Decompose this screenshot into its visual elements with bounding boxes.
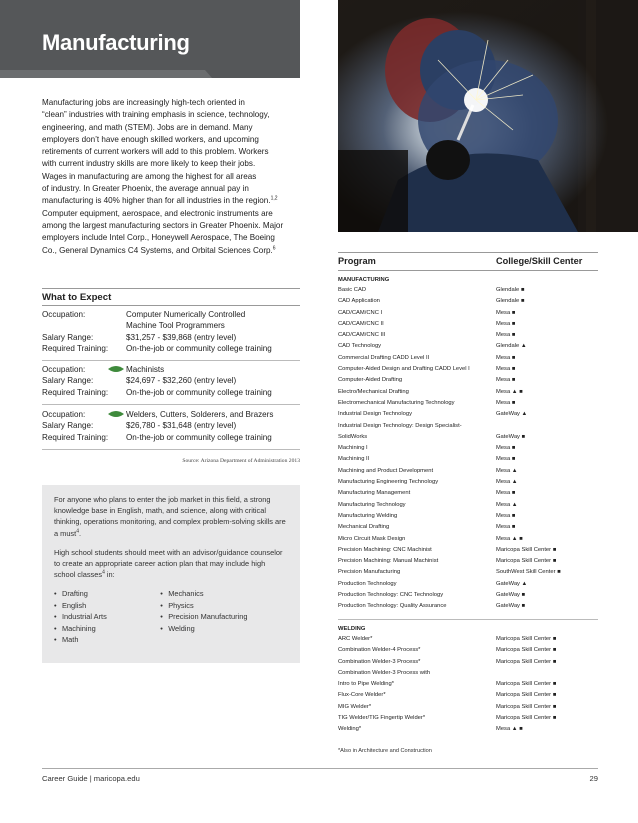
table-row bbox=[338, 534, 598, 545]
college-name: Mesa ■ bbox=[496, 456, 516, 463]
divider bbox=[338, 270, 598, 271]
divider bbox=[42, 449, 300, 450]
college-name: Mesa ▲ bbox=[496, 501, 518, 508]
job-entry-machinists bbox=[42, 364, 300, 398]
college-name: Maricopa Skill Center ■ bbox=[496, 546, 557, 553]
salary-value: $26,780 - $31,648 (entry level) bbox=[126, 421, 237, 431]
program-name: Precision Machining: Manual Machinist bbox=[338, 558, 439, 565]
table-row bbox=[338, 432, 598, 443]
program-name: Welding* bbox=[338, 726, 362, 733]
list-item: • Welding bbox=[160, 623, 288, 634]
training-value: On-the-job or community college training bbox=[126, 343, 272, 353]
program-name: Industrial Design Technology bbox=[338, 411, 413, 418]
college-name: Mesa ■ bbox=[496, 445, 516, 452]
callout-paragraph: For anyone who plans to enter the job market in this field, a strong knowledge base in English, math, and science, along with critical thinking, operations monitoring, and complex problem-solving skills are a must$^4$. bbox=[54, 495, 286, 538]
program-name: Flux-Core Welder* bbox=[338, 692, 386, 699]
program-name: TIG Welder/TIG Fingertip Welder* bbox=[338, 715, 426, 722]
table-row bbox=[338, 724, 598, 735]
list-item: • Machining bbox=[54, 623, 160, 634]
intro-line: with current industry skills are more likely to keep their jobs. bbox=[42, 159, 256, 169]
salary-value: $31,257 - $39,868 (entry level) bbox=[126, 332, 237, 342]
table-row bbox=[338, 364, 598, 375]
college-name: Maricopa Skill Center ■ bbox=[496, 658, 557, 665]
intro-line: engineering, and math (STEM). Jobs are in demand. Many bbox=[42, 122, 253, 132]
college-name: GateWay ▲ bbox=[496, 580, 528, 587]
table-row bbox=[338, 353, 598, 364]
occupation-value-cont: Machine Tool Programmers bbox=[126, 321, 225, 331]
college-name: Mesa ■ bbox=[496, 512, 516, 519]
intro-line: among the largest manufacturing sectors in Greater Phoenix. Major bbox=[42, 220, 284, 230]
table-row bbox=[338, 668, 598, 679]
section-title-manufacturing: MANUFACTURING bbox=[338, 277, 390, 283]
program-name: SolidWorks bbox=[338, 433, 368, 440]
program-name: Manufacturing Technology bbox=[338, 501, 406, 508]
salary-label: Salary Range: bbox=[42, 332, 94, 342]
college-name: Mesa ■ bbox=[496, 320, 516, 327]
table-row bbox=[338, 285, 598, 296]
column-header-program: Program bbox=[338, 256, 376, 266]
program-name: MIG Welder* bbox=[338, 703, 372, 710]
table-row bbox=[338, 522, 598, 533]
table-row bbox=[338, 409, 598, 420]
college-name: Maricopa Skill Center ■ bbox=[496, 703, 557, 710]
program-name: Combination Welder-4 Process* bbox=[338, 647, 421, 654]
table-row bbox=[338, 500, 598, 511]
section-header bbox=[0, 0, 300, 78]
table-row bbox=[338, 330, 598, 341]
table-row bbox=[338, 296, 598, 307]
college-name: Mesa ■ bbox=[496, 399, 516, 406]
college-name: Mesa ▲ ■ bbox=[496, 535, 523, 542]
page-title: Manufacturing bbox=[42, 30, 190, 55]
footer-text: Career Guide | maricopa.edu bbox=[42, 774, 140, 783]
table-row bbox=[338, 634, 598, 645]
list-item: • English bbox=[54, 600, 160, 611]
column-header-college: College/Skill Center bbox=[496, 256, 583, 266]
program-name: CAD/CAM/CNC II bbox=[338, 320, 384, 327]
program-name: Machining and Product Development bbox=[338, 467, 434, 474]
program-name: Machining II bbox=[338, 456, 370, 463]
program-name: Manufacturing Welding bbox=[338, 512, 398, 519]
program-name: CAD/CAM/CNC III bbox=[338, 332, 386, 339]
college-name: Glendale ■ bbox=[496, 287, 525, 293]
table-row bbox=[338, 443, 598, 454]
program-name: Production Technology: CNC Technology bbox=[338, 592, 444, 599]
table-row bbox=[338, 375, 598, 386]
college-name: Mesa ▲ bbox=[496, 479, 518, 486]
program-name: Electromechanical Manufacturing Technology bbox=[338, 399, 455, 406]
intro-line: of industry. In Greater Phoenix, the average annual pay in bbox=[42, 184, 249, 194]
training-value: On-the-job or community college training bbox=[126, 432, 272, 442]
program-name: Intro to Pipe Welding* bbox=[338, 681, 394, 688]
footnote: *Also in Architecture and Construction bbox=[338, 748, 432, 754]
manufacturing-program-table bbox=[338, 285, 598, 613]
college-name: Mesa ▲ bbox=[496, 467, 518, 474]
college-name: Mesa ■ bbox=[496, 354, 516, 361]
program-name: Precision Machining: CNC Machinist bbox=[338, 546, 432, 553]
program-table-header bbox=[338, 252, 598, 270]
college-name: Mesa ■ bbox=[496, 309, 516, 316]
divider bbox=[42, 404, 300, 405]
welder-photo bbox=[338, 0, 638, 232]
salary-value: $24,697 - $32,260 (entry level) bbox=[126, 376, 237, 386]
footer-divider bbox=[42, 768, 598, 769]
program-name: Industrial Design Technology: Design Specialist- bbox=[338, 422, 462, 429]
advice-callout bbox=[42, 485, 300, 663]
welding-program-table bbox=[338, 634, 598, 736]
table-row bbox=[338, 690, 598, 701]
table-row bbox=[338, 579, 598, 590]
table-row bbox=[338, 556, 598, 567]
list-item: • Math bbox=[54, 634, 160, 645]
table-row bbox=[338, 511, 598, 522]
college-name: Maricopa Skill Center ■ bbox=[496, 636, 557, 642]
salary-label: Salary Range: bbox=[42, 376, 94, 386]
occupation-value: Machinists bbox=[126, 365, 165, 374]
college-name: Glendale ■ bbox=[496, 298, 525, 305]
table-row bbox=[338, 466, 598, 477]
program-name: Production Technology bbox=[338, 580, 397, 587]
intro-line: Co., General Dynamics C4 Systems, and Orbital Sciences Corp.$^6$ bbox=[42, 244, 276, 255]
college-name: Glendale ▲ bbox=[496, 343, 527, 350]
training-label: Required Training: bbox=[42, 432, 109, 442]
college-name: GateWay ■ bbox=[496, 592, 526, 599]
program-name: Micro Circuit Mask Design bbox=[338, 535, 406, 542]
intro-line: “clean” industries with training emphasis in science, technology, bbox=[42, 110, 270, 120]
table-row bbox=[338, 601, 598, 612]
program-name: CAD Application bbox=[338, 298, 380, 305]
college-name: SouthWest Skill Center ■ bbox=[496, 569, 561, 576]
divider bbox=[42, 288, 300, 289]
college-name: Maricopa Skill Center ■ bbox=[496, 715, 557, 722]
college-name: GateWay ■ bbox=[496, 433, 526, 440]
citation: 1,2 bbox=[270, 195, 278, 202]
college-name: Mesa ■ bbox=[496, 332, 516, 339]
salary-label: Salary Range: bbox=[42, 421, 94, 431]
college-name: Mesa ▲ ■ bbox=[496, 726, 523, 733]
what-to-expect-heading: What to Expect bbox=[42, 292, 112, 303]
program-name: Manufacturing Management bbox=[338, 490, 411, 497]
list-item: • Industrial Arts bbox=[54, 611, 160, 622]
college-name: GateWay ■ bbox=[496, 603, 526, 610]
intro-line: retirements of current workers will add to this problem. Workers bbox=[42, 147, 269, 157]
college-name: Maricopa Skill Center ■ bbox=[496, 681, 557, 688]
intro-paragraph bbox=[42, 97, 300, 257]
citation: 6 bbox=[272, 244, 276, 251]
source-note: Source: Arizona Department of Administration 2013 bbox=[182, 458, 300, 464]
job-entry-cnc bbox=[42, 309, 300, 354]
program-name: Machining I bbox=[338, 445, 368, 452]
intro-line: employers include Intel Corp., Honeywell Aerospace, The Boeing bbox=[42, 233, 275, 243]
list-item: • Mechanics bbox=[160, 588, 288, 599]
occupation-label: Occupation: bbox=[42, 365, 86, 374]
program-name: Precision Manufacturing bbox=[338, 569, 401, 576]
training-label: Required Training: bbox=[42, 343, 109, 353]
college-name: Mesa ■ bbox=[496, 524, 516, 531]
job-entry-welders bbox=[42, 409, 300, 443]
college-name: Maricopa Skill Center ■ bbox=[496, 692, 557, 699]
intro-line: Computer equipment, aerospace, and electronic instruments are bbox=[42, 208, 273, 218]
college-name: Mesa ■ bbox=[496, 377, 516, 384]
college-name: Mesa ■ bbox=[496, 490, 516, 497]
occupation-value: Welders, Cutters, Solderers, and Brazers bbox=[126, 410, 274, 419]
program-name: ARC Welder* bbox=[338, 636, 373, 642]
table-row bbox=[338, 308, 598, 319]
occupation-label: Occupation: bbox=[42, 410, 86, 419]
subject-list bbox=[54, 588, 288, 645]
divider bbox=[338, 619, 598, 620]
table-row bbox=[338, 713, 598, 724]
intro-line: employers don’t have enough skilled workers, and upcoming bbox=[42, 134, 259, 144]
table-row bbox=[338, 341, 598, 352]
section-title-welding: WELDING bbox=[338, 626, 366, 632]
table-row bbox=[338, 702, 598, 713]
program-name: Manufacturing Engineering Technology bbox=[338, 479, 439, 486]
divider bbox=[338, 252, 598, 253]
divider bbox=[42, 305, 300, 306]
program-name: Combination Welder-3 Process with bbox=[338, 669, 431, 676]
divider bbox=[42, 360, 300, 361]
intro-line: Manufacturing jobs are increasingly high-tech oriented in bbox=[42, 98, 245, 107]
table-row bbox=[338, 645, 598, 656]
program-name: Computer-Aided Design and Drafting CADD Level I bbox=[338, 366, 470, 373]
table-row bbox=[338, 398, 598, 409]
table-row bbox=[338, 477, 598, 488]
table-row bbox=[338, 590, 598, 601]
occupation-label: Occupation: bbox=[42, 310, 86, 319]
list-item: • Precision Manufacturing bbox=[160, 611, 288, 622]
page-number: 29 bbox=[589, 774, 598, 783]
table-row bbox=[338, 679, 598, 690]
list-item: • Physics bbox=[160, 600, 288, 611]
college-name: Mesa ■ bbox=[496, 366, 516, 373]
list-item: • Drafting bbox=[54, 588, 160, 599]
program-name: Basic CAD bbox=[338, 287, 367, 293]
intro-line: Wages in manufacturing are among the highest for all areas bbox=[42, 171, 257, 181]
table-row bbox=[338, 488, 598, 499]
college-name: Maricopa Skill Center ■ bbox=[496, 647, 557, 654]
program-name: CAD Technology bbox=[338, 343, 382, 350]
program-name: Production Technology: Quality Assurance bbox=[338, 603, 447, 610]
occupation-value: Computer Numerically Controlled bbox=[126, 310, 246, 319]
program-name: Commercial Drafting CADD Level II bbox=[338, 354, 430, 361]
table-row bbox=[338, 545, 598, 556]
program-name: Combination Welder-3 Process* bbox=[338, 658, 421, 665]
training-value: On-the-job or community college training bbox=[126, 387, 272, 397]
table-row bbox=[338, 454, 598, 465]
table-row bbox=[338, 657, 598, 668]
program-name: CAD/CAM/CNC I bbox=[338, 309, 383, 316]
table-row bbox=[338, 567, 598, 578]
training-label: Required Training: bbox=[42, 387, 109, 397]
program-name: Mechanical Drafting bbox=[338, 524, 390, 531]
program-name: Electro/Mechanical Drafting bbox=[338, 388, 409, 395]
college-name: Mesa ▲ ■ bbox=[496, 388, 523, 395]
callout-paragraph: High school students should meet with an advisor/guidance counselor to create an appropriate career action plan that may include high school classes$^4$ in: bbox=[54, 547, 283, 580]
table-row bbox=[338, 421, 598, 432]
intro-line: manufacturing is 40% higher than for all industries in the region.$^{1,2}$ bbox=[42, 195, 278, 206]
table-row bbox=[338, 319, 598, 330]
college-name: GateWay ▲ bbox=[496, 411, 528, 418]
table-row bbox=[338, 387, 598, 398]
program-name: Computer-Aided Drafting bbox=[338, 377, 403, 384]
college-name: Maricopa Skill Center ■ bbox=[496, 558, 557, 565]
